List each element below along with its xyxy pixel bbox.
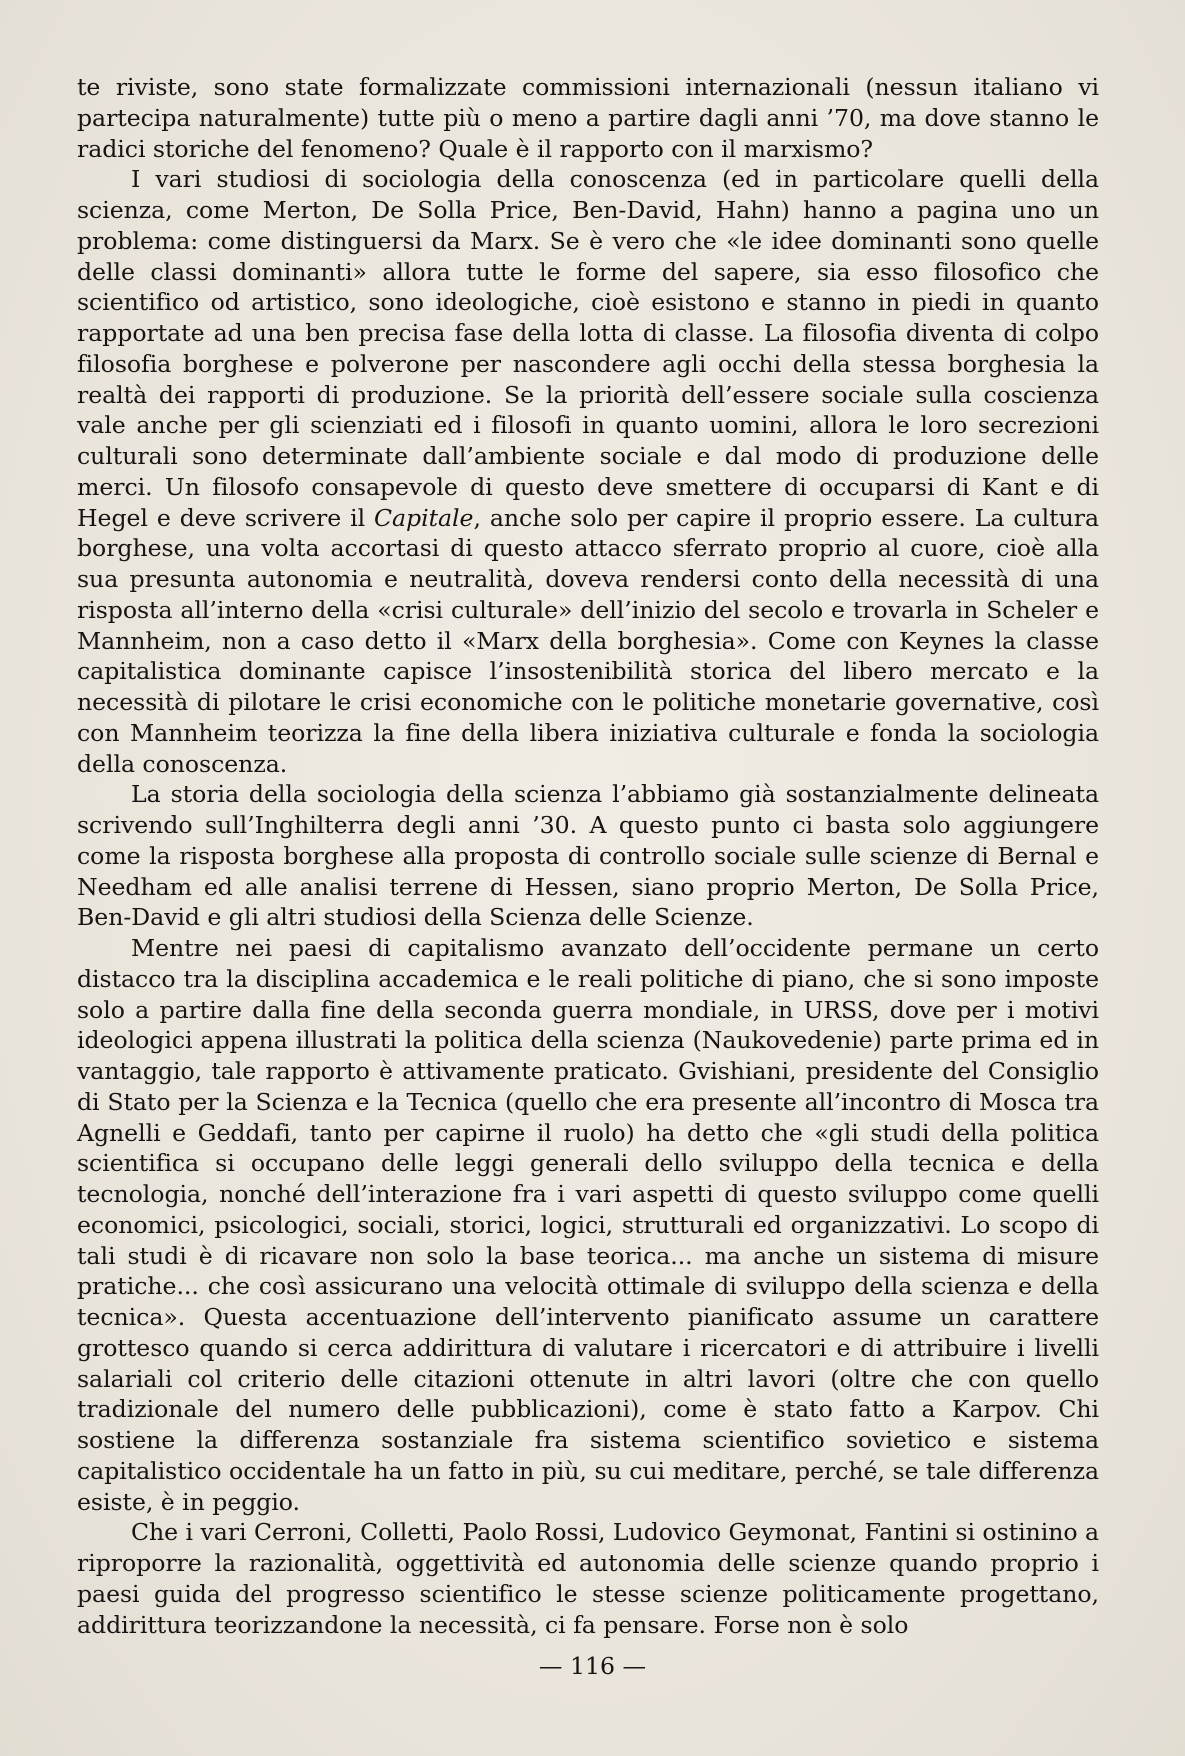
book-title-capitale: Capitale [374, 503, 474, 532]
paragraph-4: Mentre nei paesi di capitalismo avanzato dell’occidente permane un certo distacco tra la disciplina accademica e le reali politiche di piano, che si sono imposte solo a partire dalla fine della seconda guerra mondiale, in URSS, dove per i motivi ideologici appena illustrati la politica della scienza (Naukovedenie) parte prima ed in vantaggio, tale rapporto è attivamente praticato. Gvishiani, presidente del Consiglio di Stato per la Scienza e la Tecnica (quello che era presente all’incontro di Mosca tra Agnelli e Geddafi, tanto per capirne il ruolo) ha detto che «gli studi della politica scientifica si occupano delle leggi generali dello sviluppo della tecnica e della tecnologia, nonché dell’interazione fra i vari aspetti di questo sviluppo come quelli economici, psicologici, sociali, storici, logici, strutturali ed organizzativi. Lo scopo di tali studi è di ricavare non solo la base teorica... ma anche un sistema di misure pratiche... che così assicurano una velocità ottimale di sviluppo della scienza e della tecnica». Questa accentuazione dell’intervento pianificato assume un carattere grottesco quando si cerca addirittura di valutare i ricercatori e di attribuire i livelli salariali col criterio delle citazioni ottenute in altri lavori (oltre che con quello tradizionale del numero delle pubblicazioni), come è stato fatto a Karpov. Chi sostiene la differenza sostanziale fra sistema scientifico sovietico e sistema capitalistico occidentale ha un fatto in più, su cui meditare, perché, se tale differenza esiste, è in peggio. [77, 934, 1099, 1516]
body-text [77, 72, 1099, 1640]
paragraph-3: La storia della sociologia della scienza l’abbiamo già sostanzialmente delineata scrivendo sull’Inghilterra degli anni ’30. A questo punto ci basta solo aggiungere come la risposta borghese alla proposta di controllo sociale sulle scienze di Bernal e Needham ed alle analisi terrene di Hessen, siano proprio Merton, De Solla Price, Ben-David e gli altri studiosi della Scienza delle Scienze. [77, 780, 1099, 932]
paragraph-2: I vari studiosi di sociologia della conoscenza (ed in particolare quelli della scienza, come Merton, De Solla Price, Ben-David, Hahn) hanno a pagina uno un problema: come distinguersi da Marx. Se è vero che «le idee dominanti sono quelle delle classi dominanti» allora tutte le forme del sapere, sia esso filosofico che scientifico od artistico, sono ideologiche, cioè esistono e stanno in piedi in quanto rapportate ad una ben precisa fase della lotta di classe. La filosofia diventa di colpo filosofia borghese e polverone per nascondere agli occhi della stessa borghesia la realtà dei rapporti di produzione. Se la priorità dell’essere sociale sulla coscienza vale anche per gli scienziati ed i filosofi in quanto uomini, allora le loro secrezioni culturali sono determinate dall’ambiente sociale e dal modo di produzione delle merci. Un filosofo consapevole di questo deve smettere di occuparsi di Kant e di Hegel e deve scrivere il Capitale, anche solo per capire il proprio essere. La cultura borghese, una volta accortasi di questo attacco sferrato proprio al cuore, cioè alla sua presunta autonomia e neutralità, doveva rendersi conto della necessità di una risposta all’interno della «crisi culturale» dell’inizio del secolo e trovarla in Scheler e Mannheim, non a caso detto il «Marx della borghesia». Come con Keynes la classe capitalistica dominante capisce l’insostenibilità storica del libero mercato e la necessità di pilotare le crisi economiche con le politiche monetarie governative, così con Mannheim teorizza la fine della libera iniziativa culturale e fonda la sociologia della conoscenza. [77, 165, 1099, 778]
paragraph-1: te riviste, sono state formalizzate commissioni internazionali (nessun italiano vi partecipa naturalmente) tutte più o meno a partire dagli anni ’70, ma dove stanno le radici storiche del fenomeno? Quale è il rapporto con il marxismo? [77, 73, 1099, 163]
page-number: — 116 — [538, 1652, 647, 1680]
paragraph-5: Che i vari Cerroni, Colletti, Paolo Rossi, Ludovico Geymonat, Fantini si ostinino a riproporre la razionalità, oggettività ed autonomia delle scienze quando proprio i paesi guida del progresso scientifico le stesse scienze politicamente progettano, addirittura teorizzandone la necessità, ci fa pensare. Forse non è solo [77, 1518, 1099, 1639]
